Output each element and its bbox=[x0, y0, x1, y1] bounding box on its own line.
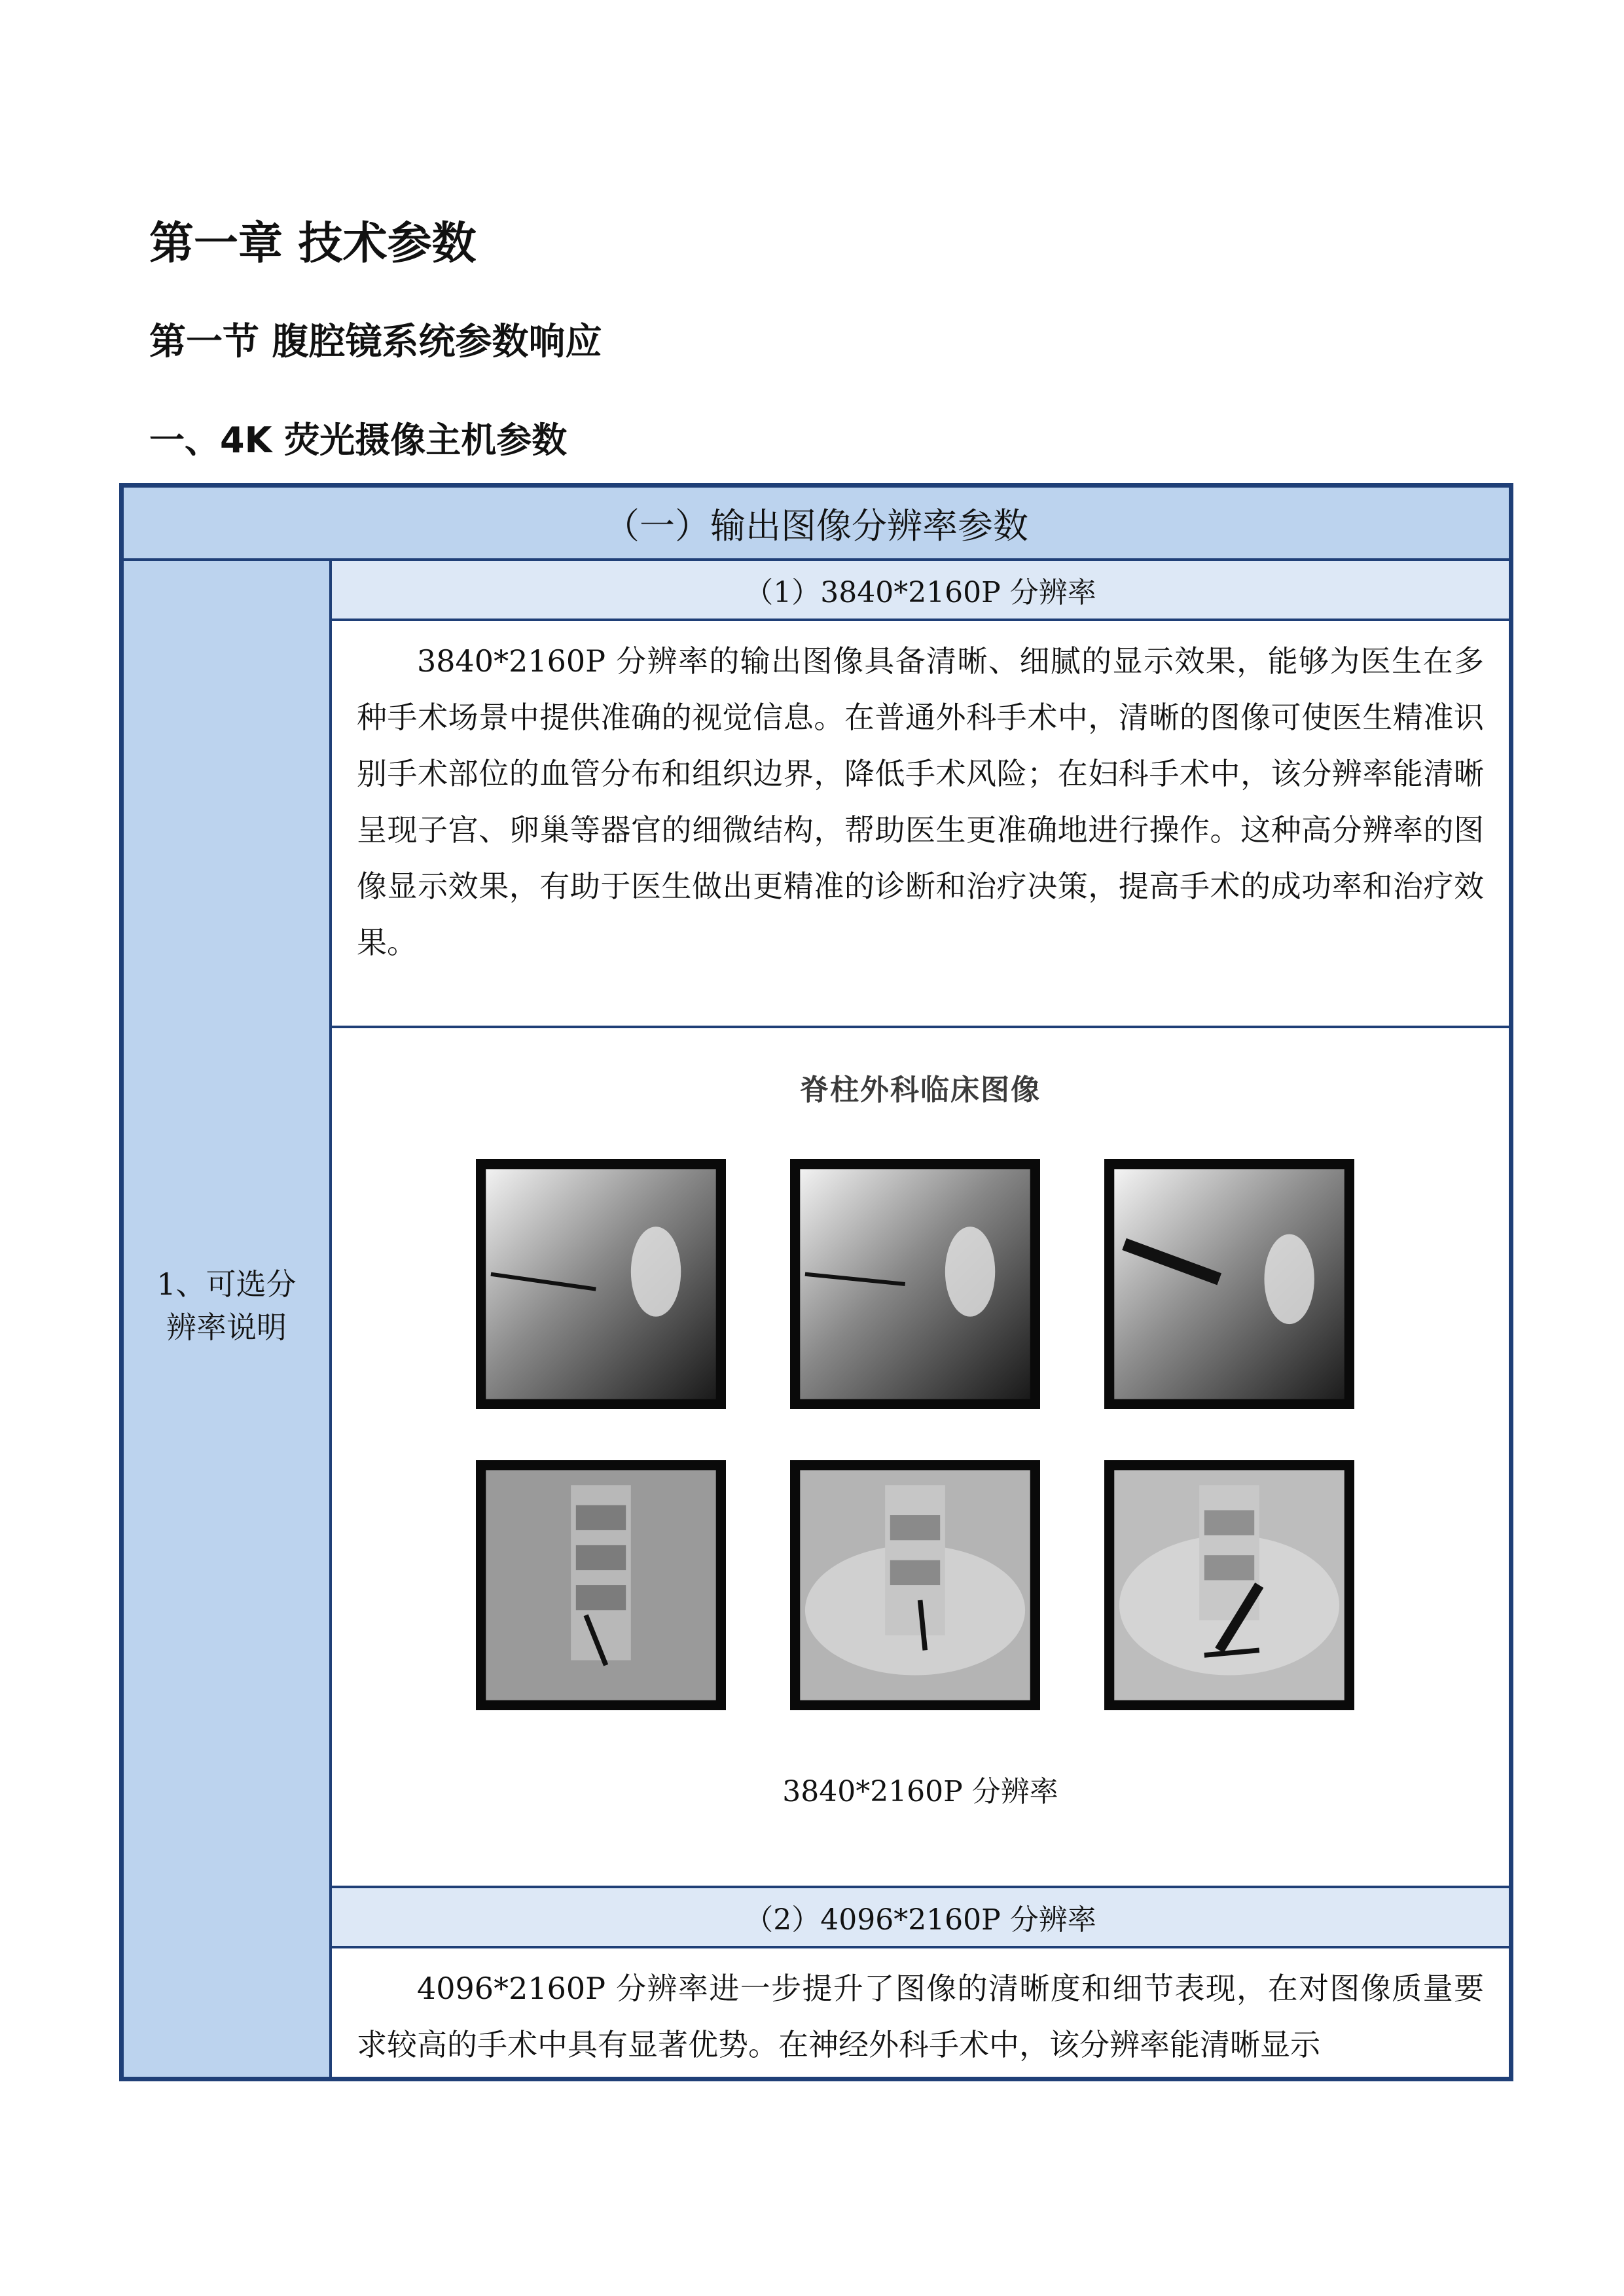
resolution-paragraph-1: 3840*2160P 分辨率的输出图像具备清晰、细腻的显示效果，能够为医生在多种手术场景中提供准确的视觉信息。在普通外科手术中，清晰的图像可使医生精准识别手术部位的血管分布和组织边界，降低手术风险；在妇科手术中，该分辨率能清晰呈现子宫、卵巢等器官的细微结构，帮助医生更准确地进行操作。这种高分辨率的图像显示效果，有助于医生做出更精准的诊断和治疗决策，提高手术的成功率和治疗效果。 bbox=[332, 621, 1509, 1028]
xray-image bbox=[1104, 1460, 1354, 1710]
resolution-paragraph-2: 4096*2160P 分辨率进一步提升了图像的清晰度和细节表现，在对图像质量要求较高的手术中具有显著优势。在神经外科手术中，该分辨率能清晰显示 bbox=[357, 1971, 1484, 2062]
xray-image bbox=[790, 1460, 1040, 1710]
left-label: 1、可选分辨率说明 bbox=[156, 1266, 297, 1345]
figure-caption: 3840*2160P 分辨率 bbox=[782, 1775, 1058, 1808]
xray-image bbox=[476, 1460, 726, 1710]
xray-image bbox=[790, 1159, 1040, 1409]
xray-image bbox=[476, 1159, 726, 1409]
section-title: 第一节 腹腔镜系统参数响应 bbox=[149, 321, 602, 363]
chapter-title: 第一章 技术参数 bbox=[149, 218, 477, 270]
spec-table bbox=[119, 483, 1513, 2081]
resolution-heading-1: （1）3840*2160P 分辨率 bbox=[332, 561, 1509, 621]
resolution-heading-2: （2）4096*2160P 分辨率 bbox=[332, 1886, 1509, 1948]
figure-cell bbox=[332, 1028, 1509, 1886]
figure-title: 脊柱外科临床图像 bbox=[800, 1073, 1041, 1107]
subsection-title: 一、4K 荧光摄像主机参数 bbox=[149, 420, 568, 461]
xray-image bbox=[1104, 1159, 1354, 1409]
table-title: （一）输出图像分辨率参数 bbox=[124, 488, 1509, 561]
left-label-cell bbox=[124, 561, 332, 2077]
